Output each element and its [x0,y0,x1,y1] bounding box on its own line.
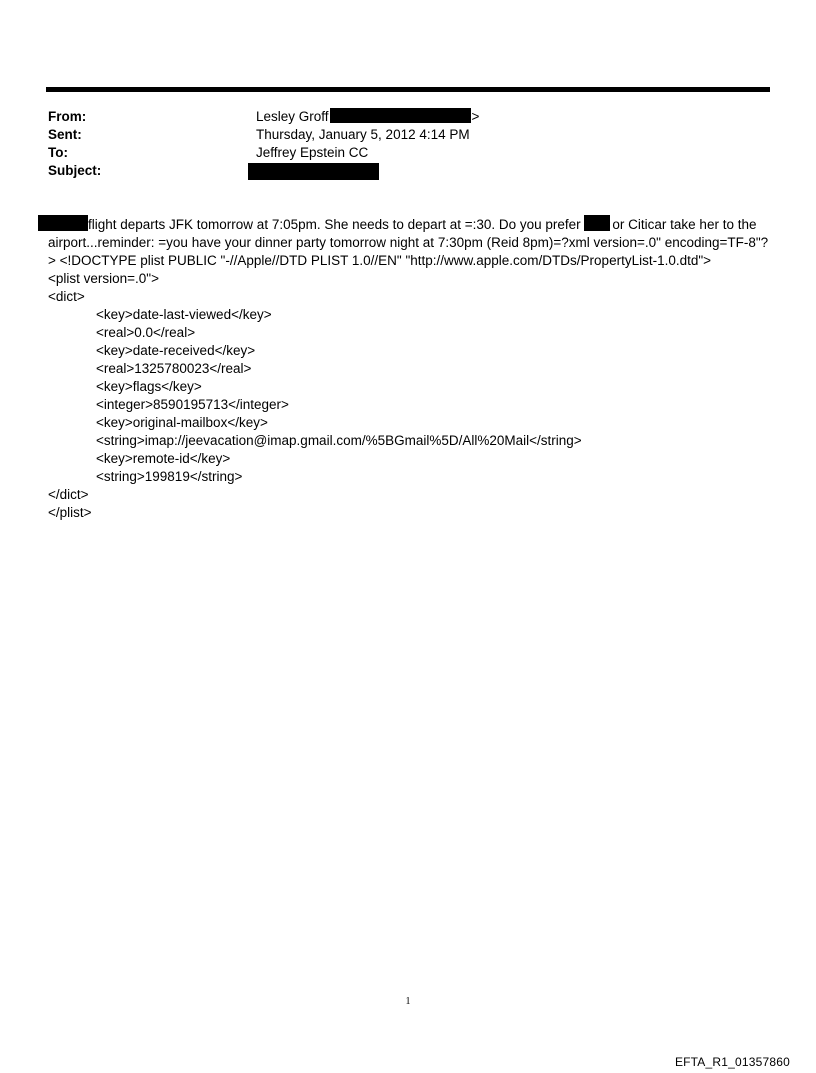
body-paragraph [48,216,773,270]
body-text-part1: flight departs JFK tomorrow at 7:05pm. She needs to depart at =:30. Do you prefer [88,217,585,232]
dict-line: <real>0.0</real> [96,325,196,340]
email-body [48,216,773,522]
subject-label: Subject: [48,163,102,178]
redaction-box [38,215,88,231]
body-text-part2: or Citicar take her to the airport...reminder: =you have your dinner party tomorrow night at 7:30pm (Reid 8pm)=?xml version=.0" encoding=TF-8"?> <!DOCTYPE plist PUBLIC "-//Apple//DTD PLIST 1.0//EN" "http://www.apple.com/DTDs/PropertyList-1.0.dtd"> [48,217,769,268]
sent-row [48,126,768,144]
dict-line: <key>date-received</key> [96,343,256,358]
to-label: To: [48,145,68,160]
subject-row [48,162,768,180]
from-label: From: [48,109,87,124]
to-value: Jeffrey Epstein CC [256,145,369,160]
plist-open-line: <plist version=.0"> [48,271,159,286]
sent-value: Thursday, January 5, 2012 4:14 PM [256,127,470,142]
dict-line: <real>1325780023</real> [96,361,252,376]
to-row [48,144,768,162]
redaction-box [330,108,471,123]
subject-value [248,162,379,180]
page-number: 1 [405,996,411,1007]
redaction-box [584,215,610,231]
dict-close-line: </dict> [48,487,89,502]
redaction-box [248,163,379,180]
dict-line: <key>date-last-viewed</key> [96,307,272,322]
from-row [48,108,768,126]
dict-open-line: <dict> [48,289,85,304]
dict-line: <key>remote-id</key> [96,451,231,466]
from-tail: > [471,109,480,124]
from-value [256,108,479,126]
from-name: Lesley Groff [256,109,329,124]
dict-line: <string>199819</string> [96,469,243,484]
document-id: EFTA_R1_01357860 [674,1055,790,1069]
dict-line: <string>imap://jeevacation@imap.gmail.com/%5BGmail%5D/All%20Mail</string> [96,433,582,448]
dict-line: <key>flags</key> [96,379,202,394]
header-divider [46,87,770,92]
dict-line: <key>original-mailbox</key> [96,415,268,430]
dict-line: <integer>8590195713</integer> [96,397,289,412]
email-header [48,108,768,180]
plist-close-line: </plist> [48,505,92,520]
sent-label: Sent: [48,127,82,142]
